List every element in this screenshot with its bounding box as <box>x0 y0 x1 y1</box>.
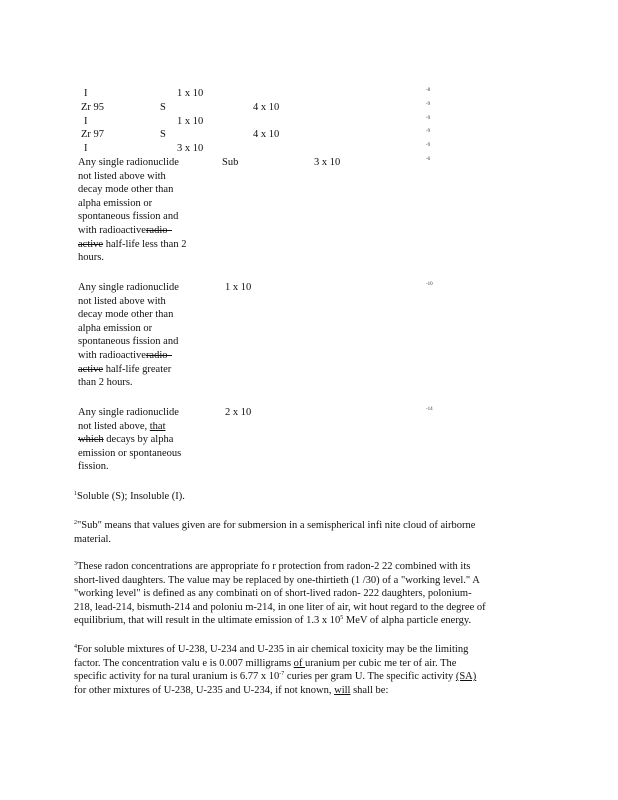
inserted-text: will <box>334 684 351 696</box>
footnote-mark: 3 <box>74 561 77 567</box>
footnote-4: $^4$For soluble mixtures of U-238, U-234 and U-235 in air chemical toxicity may be the limiting factor. The concentration valu e is 0.007 milligrams of uranium per cubic me ter of air. The specific activity for na tural uranium is 6.77 x $10^{-7}$ curies per gram U. The specific activity (SA) for other mixtures of U-238, U-235 and U-234, if not known, will shall be: <box>74 644 477 696</box>
class-code: I <box>84 88 88 99</box>
row-description: Any single radionuclide not listed above with decay mode other than alpha emission or spontaneous fission and with radioactiveradio active half-life greater than 2 hours. <box>78 282 179 389</box>
footnote-mark: 2 <box>74 520 77 526</box>
row-description: Any single radionuclide not listed above with decay mode other than alpha emission or spontaneous fission and with radioactiveradio active half-life less than 2 hours. <box>78 157 187 264</box>
inserted-text: that <box>149 420 166 432</box>
class-code: Sub <box>222 157 239 168</box>
deleted-text: radio <box>145 224 168 236</box>
class-code: I <box>84 116 88 127</box>
exponent: -9 <box>426 102 431 107</box>
radionuclide-name: Zr 97 <box>81 129 105 140</box>
concentration-value: 4 x 10 <box>253 102 280 113</box>
row-description: Any single radionuclide not listed above, that which decays by alpha emission or spontaneous fission. <box>78 407 182 473</box>
exponent: -9 <box>426 116 431 121</box>
deleted-text: active <box>78 363 104 375</box>
class-code: S <box>160 102 166 113</box>
concentration-value: 3 x 10 <box>177 143 204 154</box>
exponent: -10 <box>426 282 433 287</box>
inserted-text: (SA) <box>455 671 477 683</box>
exponent: -6 <box>426 157 431 162</box>
concentration-value: 4 x 10 <box>253 129 280 140</box>
inserted-text: of <box>293 657 306 669</box>
concentration-value: 1 x 10 <box>177 88 204 99</box>
deleted-text: radio <box>145 349 168 361</box>
radionuclide-name: Zr 95 <box>81 102 105 113</box>
exponent: -8 <box>426 88 431 93</box>
concentration-value: 3 x 10 <box>314 157 341 168</box>
exponent: -9 <box>426 143 431 148</box>
footnote-mark: 4 <box>74 644 77 650</box>
exponent: -14 <box>426 407 433 412</box>
class-code: S <box>160 129 166 140</box>
footnote-2: $^2$"Sub" means that values given are for submersion in a semispherical infi nite cloud of airborne material. <box>74 520 476 545</box>
deleted-text: which <box>78 434 104 446</box>
footnote-1: $^1$Soluble (S); Insoluble (I). <box>74 491 185 502</box>
exponent: -9 <box>426 129 431 134</box>
concentration-value: 2 x 10 <box>225 407 252 418</box>
deleted-text: active <box>78 238 104 250</box>
footnote-mark: 1 <box>74 491 77 497</box>
footnote-3: $^3$These radon concentrations are appropriate fo r protection from radon-2 22 combined with its short-lived daughters. The value may be replaced by one-thirtieth (1 /30) of a "working level." A "working level" is defined as any combinati on of short-lived radon- 222 daughters, polonium- 218, lead-214, bismuth-214 and poloniu m-214, in one liter of air, wit hout regard to the degree of equilibrium, that will result in the ultimate emission of 1.3 x $10^5$ MeV of alpha particle energy. <box>74 561 486 627</box>
concentration-value: 1 x 10 <box>225 282 252 293</box>
class-code: I <box>84 143 88 154</box>
concentration-value: 1 x 10 <box>177 116 204 127</box>
